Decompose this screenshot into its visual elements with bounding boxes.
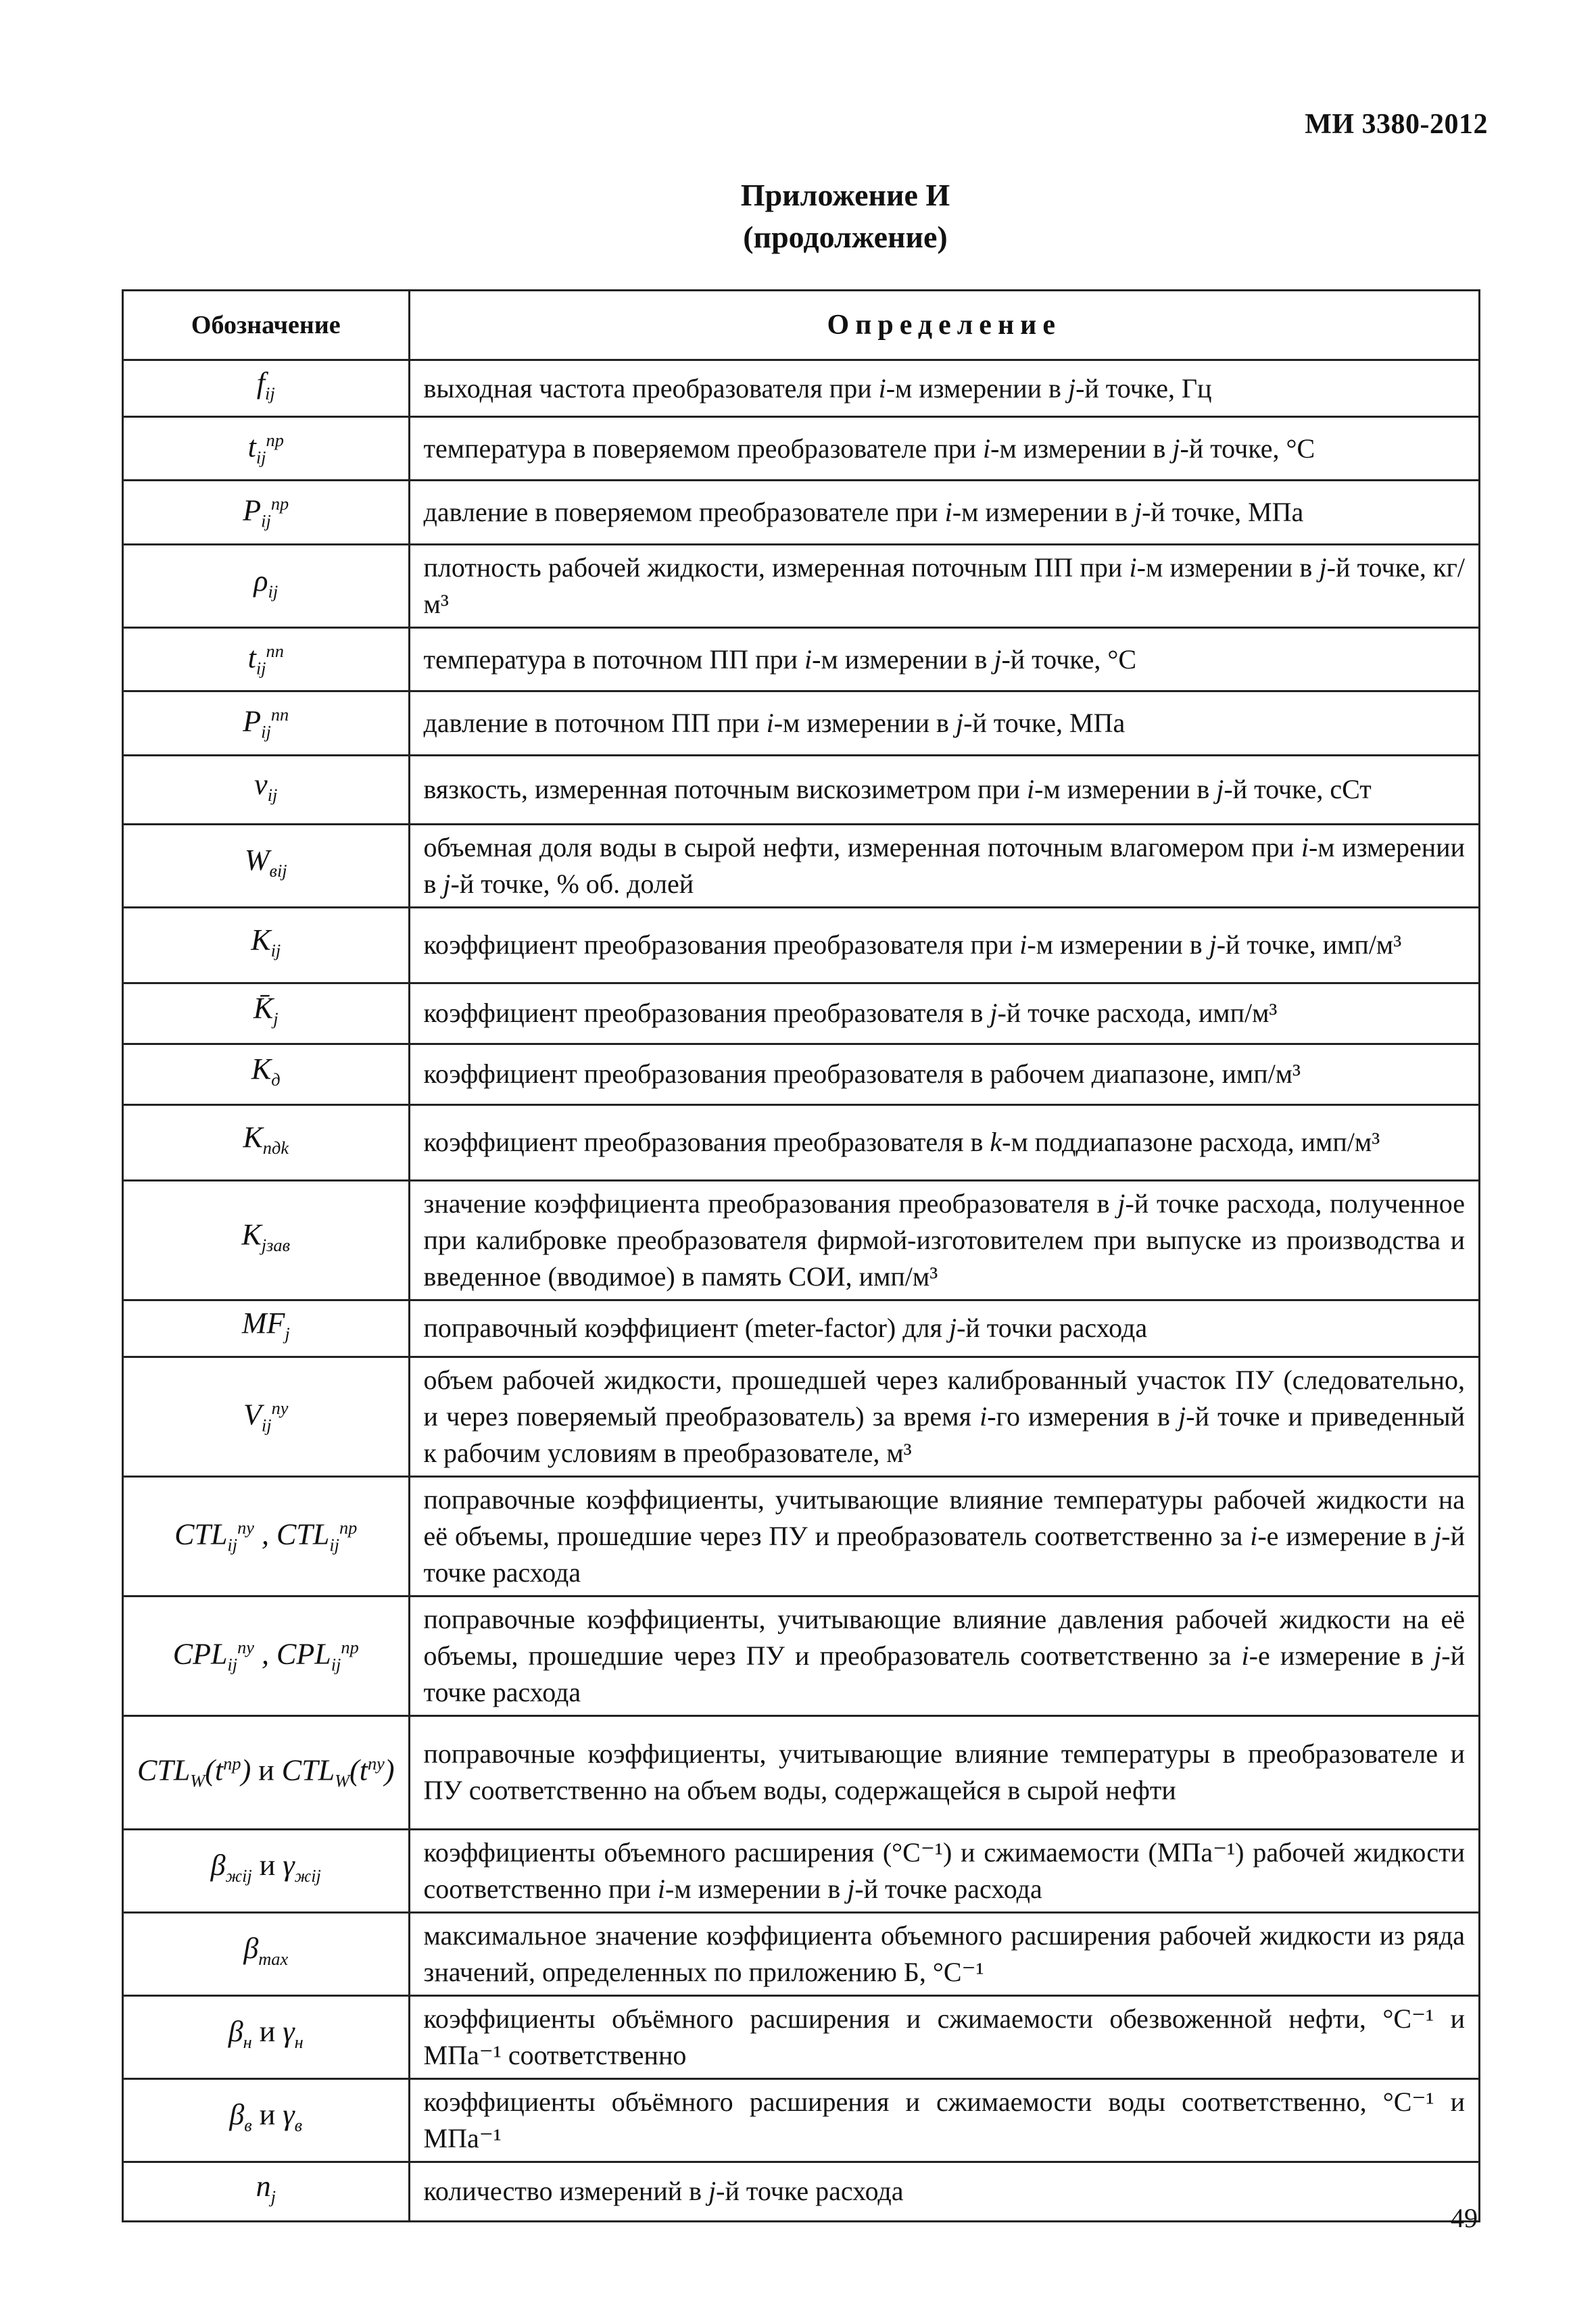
table-row — [123, 1357, 1480, 1476]
symbol-cell: $\beta_в$ и $\gamma_в$ — [123, 2078, 410, 2162]
definitions-table — [122, 289, 1480, 2222]
symbol-cell: $P_{ij}^{пп}$ — [123, 691, 410, 755]
table-row — [123, 1180, 1480, 1300]
definition-cell: объем рабочей жидкости, прошедшей через калиброванный участок ПУ (следовательно, и через поверяемый преобразователь) за время i-го измерения в j-й точке и приведенный к рабочим условиям в преобразователе, м³ — [409, 1357, 1479, 1476]
symbol-cell: $\beta_{max}$ — [123, 1912, 410, 1995]
column-header-definition: Определение — [409, 291, 1479, 360]
symbol-cell: $t_{ij}^{пр}$ — [123, 417, 410, 481]
table-row — [123, 1596, 1480, 1715]
definition-cell: количество измерений в j-й точке расхода — [409, 2162, 1479, 2221]
symbol-cell: $MF_j$ — [123, 1300, 410, 1357]
symbol-cell: $K̄_j$ — [123, 983, 410, 1044]
definition-cell: коэффициенты объёмного расширения и сжимаемости воды соответственно, °С⁻¹ и МПа⁻¹ — [409, 2078, 1479, 2162]
definition-cell: поправочные коэффициенты, учитывающие влияние температуры в преобразователе и ПУ соответственно на объем воды, содержащейся в сырой нефти — [409, 1715, 1479, 1829]
table-header-row — [123, 291, 1480, 360]
definition-cell: коэффициент преобразования преобразователя в k-м поддиапазоне расхода, имп/м³ — [409, 1104, 1479, 1180]
table-row — [123, 417, 1480, 481]
definition-cell: вязкость, измеренная поточным вискозиметром при i-м измерении в j-й точке, сСт — [409, 755, 1479, 824]
document-code: МИ 3380-2012 — [1305, 109, 1488, 140]
symbol-cell: $\rho_{ij}$ — [123, 544, 410, 627]
definition-cell: коэффициент преобразования преобразователя в рабочем диапазоне, имп/м³ — [409, 1044, 1479, 1104]
table-row — [123, 1912, 1480, 1995]
definition-cell: коэффициенты объемного расширения (°С⁻¹) и сжимаемости (МПа⁻¹) рабочей жидкости соответственно при i-м измерении в j-й точке расхода — [409, 1829, 1479, 1912]
definition-cell: температура в поверяемом преобразователе при i-м измерении в j-й точке, °С — [409, 417, 1479, 481]
definition-cell: поправочный коэффициент (meter-factor) для j-й точки расхода — [409, 1300, 1479, 1357]
symbol-cell: $CTL_{ij}^{пу}$ , $CTL_{ij}^{пр}$ — [123, 1476, 410, 1596]
page-number: 49 — [1451, 2203, 1478, 2233]
table-row — [123, 544, 1480, 627]
symbol-cell: $K_{ij}$ — [123, 907, 410, 983]
table-row — [123, 1995, 1480, 2078]
table-row — [123, 755, 1480, 824]
table-row — [123, 360, 1480, 417]
symbol-cell: $n_j$ — [123, 2162, 410, 2221]
table-row — [123, 1476, 1480, 1596]
appendix-title — [0, 174, 1596, 258]
table-row — [123, 627, 1480, 691]
symbol-cell: $\beta_{жij}$ и $\gamma_{жij}$ — [123, 1829, 410, 1912]
table-row — [123, 907, 1480, 983]
definition-cell: значение коэффициента преобразования преобразователя в j-й точке расхода, полученное при калибровке преобразователя фирмой-изготовителем при выпуске из производства и введенное (вводимое) в память СОИ, имп/м³ — [409, 1180, 1479, 1300]
column-header-symbol: Обозначение — [123, 291, 410, 360]
table-body — [123, 360, 1480, 2222]
definition-cell: выходная частота преобразователя при i-м измерении в j-й точке, Гц — [409, 360, 1479, 417]
symbol-cell: $K_{пдk}$ — [123, 1104, 410, 1180]
definition-cell: плотность рабочей жидкости, измеренная поточным ПП при i-м измерении в j-й точке, кг/м³ — [409, 544, 1479, 627]
definition-cell: коэффициент преобразования преобразователя при i-м измерении в j-й точке, имп/м³ — [409, 907, 1479, 983]
definition-cell: температура в поточном ПП при i-м измерении в j-й точке, °С — [409, 627, 1479, 691]
table-row — [123, 691, 1480, 755]
symbol-cell: $t_{ij}^{пп}$ — [123, 627, 410, 691]
definition-cell: объемная доля воды в сырой нефти, измеренная поточным влагомером при i-м измерении в j-й точке, % об. долей — [409, 824, 1479, 907]
table-row — [123, 1044, 1480, 1104]
definition-cell: давление в поверяемом преобразователе при i-м измерении в j-й точке, МПа — [409, 481, 1479, 544]
symbol-cell: $V_{ij}^{пу}$ — [123, 1357, 410, 1476]
appendix-title-line1: Приложение И — [740, 178, 950, 212]
table-row — [123, 1829, 1480, 1912]
symbol-cell: $W_{вij}$ — [123, 824, 410, 907]
symbol-cell: $f_{ij}$ — [123, 360, 410, 417]
table-row — [123, 1300, 1480, 1357]
symbol-cell: $\nu_{ij}$ — [123, 755, 410, 824]
definition-cell: поправочные коэффициенты, учитывающие влияние давления рабочей жидкости на её объемы, прошедшие через ПУ и преобразователь соответственно за i-е измерение в j-й точке расхода — [409, 1596, 1479, 1715]
definition-cell: поправочные коэффициенты, учитывающие влияние температуры рабочей жидкости на её объемы, прошедшие через ПУ и преобразователь соответственно за i-е измерение в j-й точке расхода — [409, 1476, 1479, 1596]
table-row — [123, 983, 1480, 1044]
symbol-cell: $P_{ij}^{пр}$ — [123, 481, 410, 544]
symbol-cell: $\beta_н$ и $\gamma_н$ — [123, 1995, 410, 2078]
table-row — [123, 1715, 1480, 1829]
definition-cell: коэффициенты объёмного расширения и сжимаемости обезвоженной нефти, °С⁻¹ и МПа⁻¹ соответственно — [409, 1995, 1479, 2078]
definition-cell: давление в поточном ПП при i-м измерении в j-й точке, МПа — [409, 691, 1479, 755]
definition-cell: коэффициент преобразования преобразователя в j-й точке расхода, имп/м³ — [409, 983, 1479, 1044]
table-row — [123, 2162, 1480, 2221]
symbol-cell: $CTL_W(t^{пр})$ и $CTL_W(t^{пу})$ — [123, 1715, 410, 1829]
symbol-cell: $CPL_{ij}^{пу}$ , $CPL_{ij}^{пр}$ — [123, 1596, 410, 1715]
symbol-cell: $K_д$ — [123, 1044, 410, 1104]
symbol-cell: $K_{jзав}$ — [123, 1180, 410, 1300]
table-row — [123, 1104, 1480, 1180]
table-row — [123, 481, 1480, 544]
table-row — [123, 824, 1480, 907]
appendix-title-line2: (продолжение) — [743, 220, 948, 254]
definition-cell: максимальное значение коэффициента объемного расширения рабочей жидкости из ряда значений, определенных по приложению Б, °С⁻¹ — [409, 1912, 1479, 1995]
table-row — [123, 2078, 1480, 2162]
